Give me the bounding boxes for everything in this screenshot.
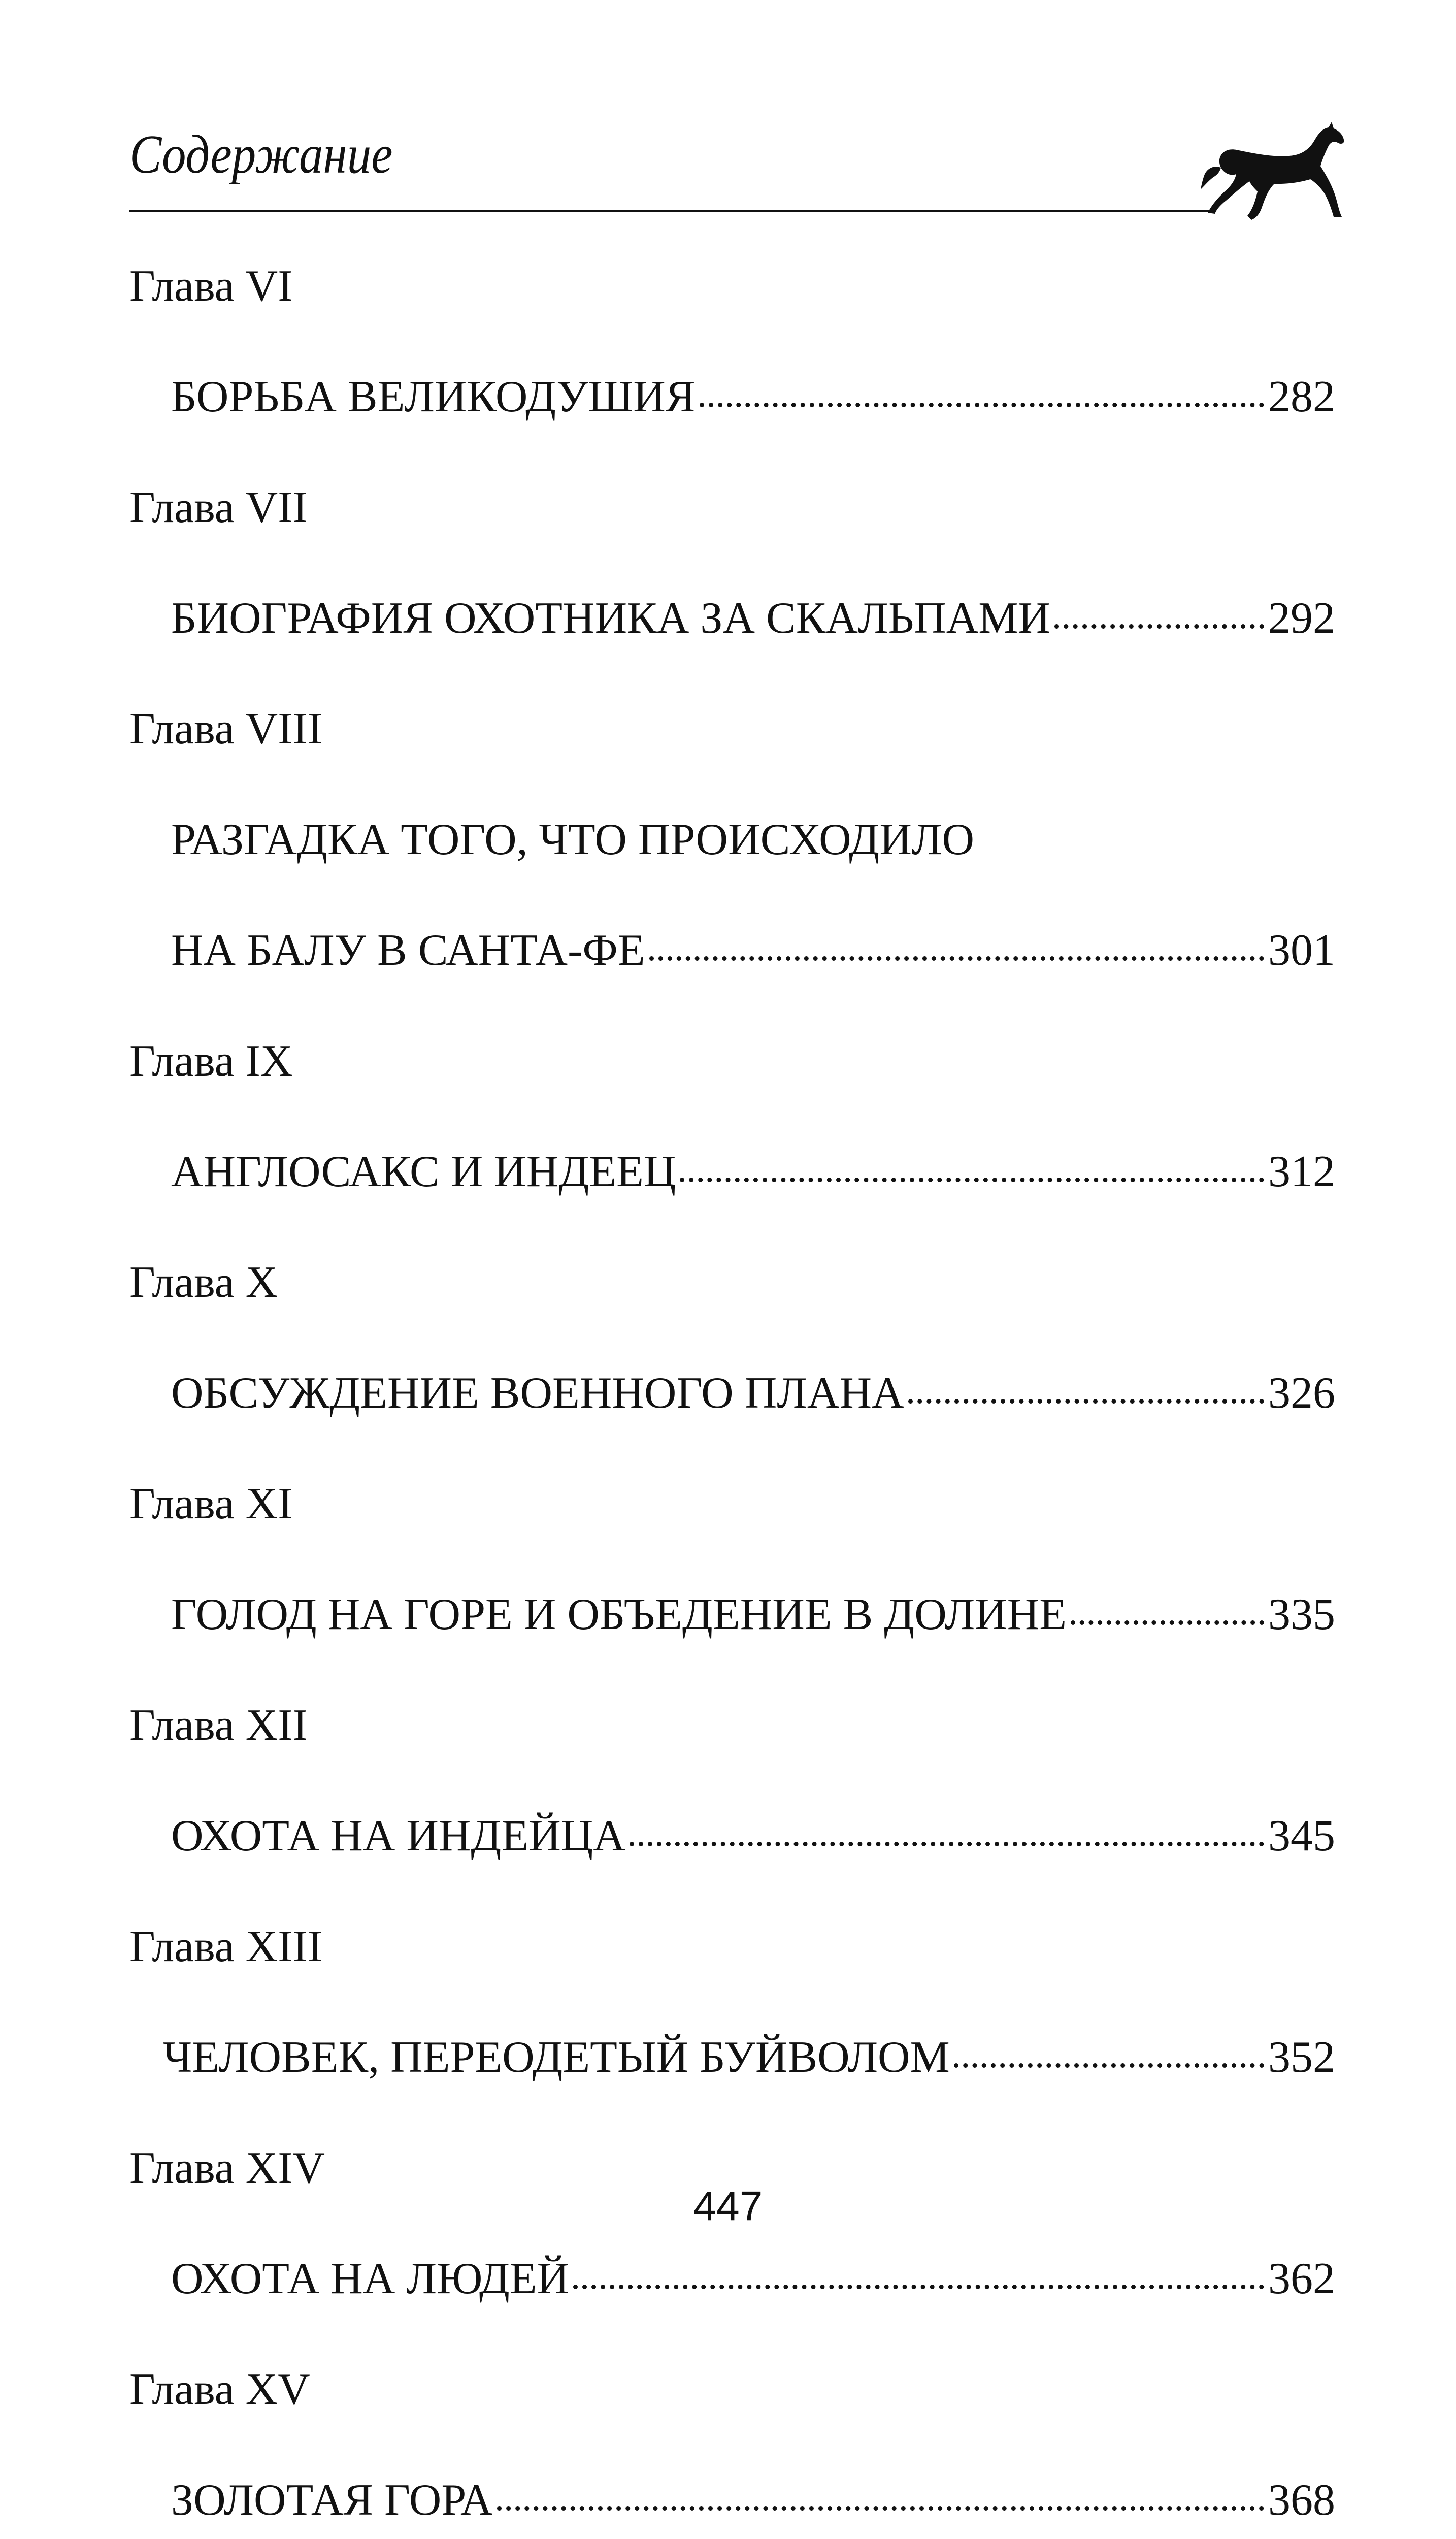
chapter-title: ЗОЛОТАЯ ГОРА: [171, 2476, 493, 2525]
chapter-title: ГОЛОД НА ГОРЕ И ОБЪЕДЕНИЕ В ДОЛИНЕ: [171, 1590, 1067, 1639]
toc-entry: [129, 2334, 1335, 2539]
chapter-label: Глава XIV: [129, 2143, 325, 2193]
toc-title-row[interactable]: [171, 1338, 1335, 1449]
dot-leader: [497, 2506, 1264, 2511]
chapter-label: Глава VII: [129, 483, 308, 532]
page-ref: 345: [1268, 1811, 1335, 1861]
chapter-label: Глава XI: [129, 1479, 293, 1528]
chapter-title: АНГЛОСАКС И ИНДЕЕЦ: [171, 1147, 676, 1196]
toc-entry: [129, 231, 1335, 452]
chapter-label: Глава XII: [129, 1701, 308, 1750]
dot-leader: [1071, 1620, 1264, 1625]
page-ref: 335: [1268, 1590, 1335, 1639]
toc-title-row[interactable]: [171, 1117, 1335, 1227]
chapter-label: Глава X: [129, 1258, 278, 1307]
dot-leader: [954, 2063, 1264, 2068]
dot-leader: [700, 403, 1265, 407]
toc-title-row[interactable]: [171, 2224, 1335, 2334]
page-ref: 326: [1268, 1369, 1335, 1418]
horse-icon: [1201, 119, 1348, 221]
dot-leader: [908, 1399, 1264, 1404]
toc-title-row[interactable]: [171, 2445, 1335, 2539]
dot-leader: [630, 1842, 1264, 1846]
chapter-label: Глава VIII: [129, 704, 323, 754]
chapter-label: Глава VI: [129, 262, 293, 311]
chapter-label: Глава XV: [129, 2365, 310, 2414]
page-ref: 352: [1268, 2033, 1335, 2082]
chapter-label: Глава XIII: [129, 1922, 323, 1971]
header-title: Содержание: [129, 124, 393, 185]
chapter-label: Глава IX: [129, 1036, 293, 1086]
toc-title-row[interactable]: [171, 1559, 1335, 1670]
chapter-title-line: РАЗГАДКА ТОГО, ЧТО ПРОИСХОДИЛО: [171, 815, 975, 864]
toc-title-row[interactable]: [163, 2002, 1335, 2113]
page-ref: 282: [1268, 372, 1335, 421]
running-header: [129, 119, 1350, 226]
page-number: 447: [693, 2183, 763, 2229]
chapter-title: ОБСУЖДЕНИЕ ВОЕННОГО ПЛАНА: [171, 1369, 904, 1418]
dot-leader: [1054, 624, 1264, 629]
chapter-title: БОРЬБА ВЕЛИКОДУШИЯ: [171, 372, 696, 421]
page-ref: 312: [1268, 1147, 1335, 1196]
toc-entry: [129, 1227, 1335, 1449]
dot-leader: [573, 2285, 1264, 2289]
toc-entry: [129, 674, 1335, 1006]
dot-leader: [680, 1178, 1264, 1182]
chapter-title: НА БАЛУ В САНТА-ФЕ: [171, 926, 645, 975]
page-ref: 292: [1268, 594, 1335, 643]
toc-entry: [129, 1006, 1335, 1227]
chapter-title: БИОГРАФИЯ ОХОТНИКА ЗА СКАЛЬПАМИ: [171, 594, 1051, 643]
chapter-title: ЧЕЛОВЕК, ПЕРЕОДЕТЫЙ БУЙВОЛОМ: [163, 2033, 950, 2082]
page-ref: 301: [1268, 926, 1335, 975]
toc-entry: [129, 452, 1335, 674]
page-ref: 368: [1268, 2476, 1335, 2525]
header-rule: [129, 210, 1211, 212]
dot-leader: [649, 956, 1264, 961]
chapter-title: ОХОТА НА ЛЮДЕЙ: [171, 2254, 570, 2303]
chapter-title: ОХОТА НА ИНДЕЙЦА: [171, 1811, 625, 1861]
toc-title-row[interactable]: [171, 342, 1335, 452]
toc-title-row[interactable]: [171, 895, 1335, 1006]
toc-title-row[interactable]: [171, 1781, 1335, 1892]
page-ref: 362: [1268, 2254, 1335, 2303]
toc-entry: [129, 1449, 1335, 1670]
toc-entry: [129, 1670, 1335, 1892]
toc-title-row[interactable]: [171, 563, 1335, 674]
toc-entry: [129, 1892, 1335, 2113]
